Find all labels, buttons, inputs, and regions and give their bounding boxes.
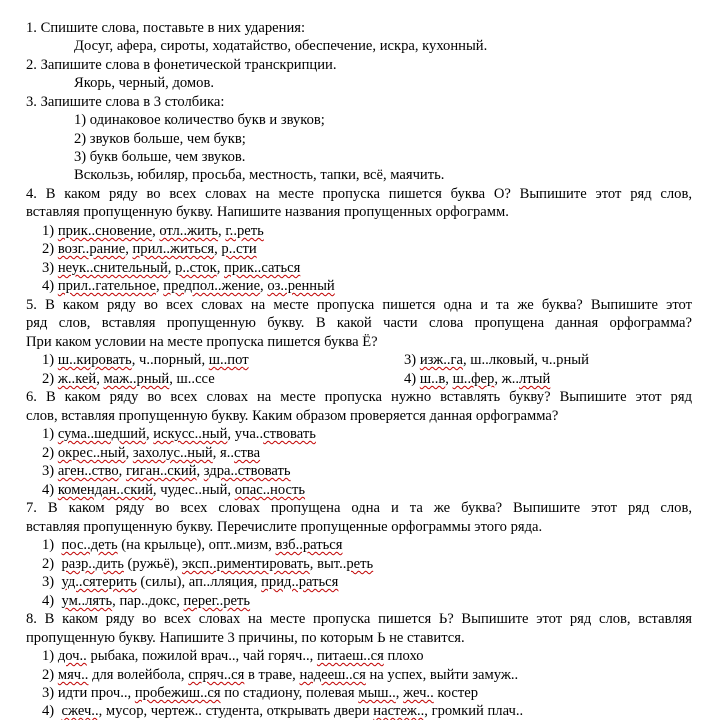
- q5-line-2: ряд слов, вставляя пропущенную букву. В какой части слова пропущена данная орфограмма?: [26, 315, 692, 331]
- q6-line-1: 6. В каком ряду во всех словах на месте пропуска нужно вставлять букву? Выпишите этот ряд: [26, 389, 692, 405]
- q2-words: Якорь, черный, домов.: [74, 75, 214, 91]
- q4-option-1: 1) прик..сновение, отл..жить, г..реть: [42, 223, 264, 239]
- q7-option-4: 4) ум..лять, пар..докс, перег..реть: [42, 593, 251, 609]
- q4-line-2: вставляя пропущенную букву. Напишите названия пропущенных орфограмм.: [26, 204, 509, 220]
- q8-option-2: 2) мяч.. для волейбола, спряч..ся в траве, надееш..ся на успех, выйти замуж..: [42, 667, 519, 683]
- q3-column-2: 2) звуков больше, чем букв;: [74, 131, 246, 147]
- q4-option-3: 3) неук..снительный, р..сток, прик..саться: [42, 260, 301, 276]
- q6-option-2: 2) окрес..ный, захолус..ный, я..ства: [42, 445, 261, 461]
- q8-line-2: пропущенную букву. Напишите 3 причины, по которым Ь не ставится.: [26, 630, 465, 646]
- q8-option-3: 3) идти проч.., пробежиш..ся по стадиону, полевая мыш.., жеч.. костер: [42, 685, 479, 701]
- q3-title: 3. Запишите слова в 3 столбика:: [26, 94, 225, 110]
- q5-line-1: 5. В каком ряду во всех словах на месте пропуска пишется одна и та же буква? Выпишите этот: [26, 297, 692, 313]
- q4-line-1: 4. В каком ряду во всех словах на месте пропуска пишется буква О? Выпишите этот ряд слов,: [26, 186, 692, 202]
- q5-option-1: 1) ш..кировать, ч..порный, ш..пот: [42, 352, 249, 368]
- q4-option-4: 4) прил..гательное, предпол..жение, оз..ренный: [42, 278, 335, 294]
- q4-option-2: 2) возг..рание, прил..житься, р..сти: [42, 241, 257, 257]
- q6-line-2: слов, вставляя пропущенную букву. Каким образом проверяется данная орфограмма?: [26, 408, 559, 424]
- q5-option-2: 2) ж..кей, маж..рный, ш..ссе: [42, 371, 215, 387]
- q6-option-3: 3) аген..ство, гиган..ский, здра..ствовать: [42, 463, 291, 479]
- q1-words: Досуг, афера, сироты, ходатайство, обеспечение, искра, кухонный.: [74, 38, 488, 54]
- q3-column-3: 3) букв больше, чем звуков.: [74, 149, 246, 165]
- q6-option-4: 4) комендан..ский, чудес..ный, опас..ность: [42, 482, 306, 498]
- q7-line-1: 7. В каком ряду во всех словах пропущена одна и та же буква? Выпишите этот ряд слов,: [26, 500, 692, 516]
- q7-option-1: 1) пос..деть (на крыльце), опт..мизм, взб..раться: [42, 537, 343, 553]
- q8-line-1: 8. В каком ряду во всех словах на месте пропуска пишется Ь? Выпишите этот ряд слов, вставляя: [26, 611, 692, 627]
- q3-words: Вскользь, юбиляр, просьба, местность, тапки, всё, маячить.: [74, 167, 445, 183]
- q8-option-4: 4) сжеч.., мусор, чертеж.. студента, открывать двери настеж.., громкий плач..: [42, 703, 524, 719]
- q5-option-3: 3) изж..га, ш..лковый, ч..рный: [404, 352, 589, 368]
- q5-line-3: При каком условии на месте пропуска пишется буква Ё?: [26, 334, 378, 350]
- q1-title: 1. Спишите слова, поставьте в них ударения:: [26, 20, 306, 36]
- q6-option-1: 1) сума..шедший, искусс..ный, уча..ствовать: [42, 426, 316, 442]
- q3-column-1: 1) одинаковое количество букв и звуков;: [74, 112, 325, 128]
- q2-title: 2. Запишите слова в фонетической транскрипции.: [26, 57, 337, 73]
- q7-line-2: вставляя пропущенную букву. Перечислите пропущенные орфограммы этого ряда.: [26, 519, 543, 535]
- q5-option-4: 4) ш..в, ш..фер, ж..лтый: [404, 371, 551, 387]
- q7-option-2: 2) разр..дить (ружьё), эксп..риментировать, выт..реть: [42, 556, 374, 572]
- q7-option-3: 3) уд..сятерить (силы), ап..лляция, прид..раться: [42, 574, 339, 590]
- q8-option-1: 1) доч.. рыбака, пожилой врач.., чай горяч.., питаеш..ся плохо: [42, 648, 424, 664]
